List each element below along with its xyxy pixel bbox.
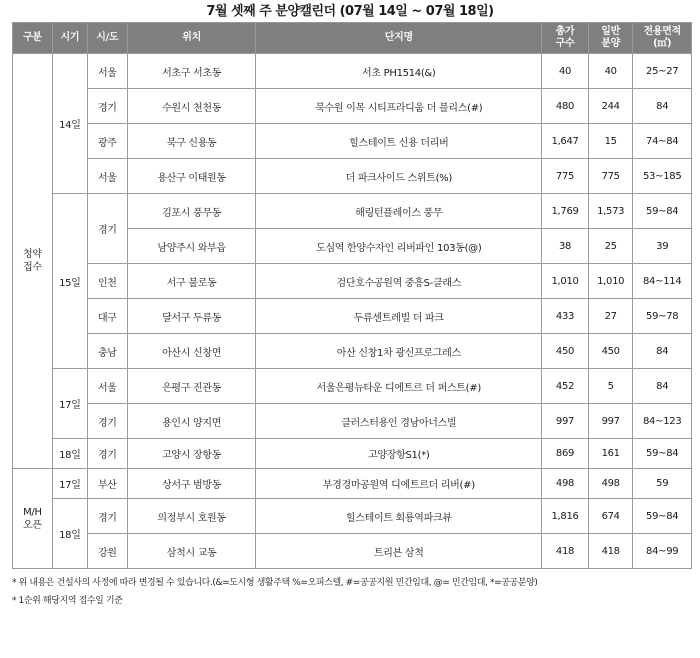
header-area [633,23,692,54]
total-units-cell: 869 [542,439,589,469]
table-row [13,439,692,469]
region-cell: 서울 [87,159,127,194]
table-row [13,54,692,89]
date-cell: 18일 [52,499,87,569]
header-complex: 단지명 [256,23,542,54]
general-units-cell: 25 [588,229,632,264]
location-cell: 서초구 서초동 [127,54,256,89]
region-cell: 대구 [87,299,127,334]
category-cheongyak [13,54,53,469]
total-units-cell: 997 [542,404,589,439]
location-cell: 삼척시 교동 [127,534,256,569]
header-area-line2: (㎡) [653,38,672,49]
table-row [13,194,692,229]
complex-cell: 트리븐 삼척 [256,534,542,569]
complex-cell: 두류센트레빌 더 파크 [256,299,542,334]
complex-cell: 더 파크사이드 스위트(%) [256,159,542,194]
table-row [13,124,692,159]
header-region: 시/도 [87,23,127,54]
total-units-cell: 498 [542,469,589,499]
header-category: 구분 [13,23,53,54]
complex-cell: 클러스터용인 경남아너스빌 [256,404,542,439]
region-cell: 서울 [87,369,127,404]
total-units-cell: 450 [542,334,589,369]
complex-cell: 도심역 한양수자인 리버파인 103동(@) [256,229,542,264]
area-cell: 84 [633,369,692,404]
table-row [13,264,692,299]
date-cell: 17일 [52,469,87,499]
total-units-cell: 775 [542,159,589,194]
general-units-cell: 775 [588,159,632,194]
region-cell: 경기 [87,499,127,534]
table-row [13,369,692,404]
table-row [13,469,692,499]
header-total-units [542,23,589,54]
header-location: 위치 [127,23,256,54]
area-cell: 53~185 [633,159,692,194]
region-cell: 광주 [87,124,127,159]
date-cell: 14일 [52,54,87,194]
area-cell: 59~84 [633,499,692,534]
general-units-cell: 161 [588,439,632,469]
location-cell: 의정부시 호원동 [127,499,256,534]
area-cell: 59~78 [633,299,692,334]
total-units-cell: 1,010 [542,264,589,299]
complex-cell: 검단호수공원역 중흥S-클래스 [256,264,542,299]
total-units-cell: 1,647 [542,124,589,159]
complex-cell: 힐스테이트 회룡역파크뷰 [256,499,542,534]
general-units-cell: 1,573 [588,194,632,229]
region-cell: 경기 [87,404,127,439]
area-cell: 84 [633,334,692,369]
table-row [13,299,692,334]
complex-cell: 북수원 이목 시티프라디움 더 블리스(#) [256,89,542,124]
footnotes [12,574,700,610]
general-units-cell: 450 [588,334,632,369]
region-cell: 인천 [87,264,127,299]
region-cell: 강원 [87,534,127,569]
region-cell: 경기 [87,439,127,469]
table-row [13,334,692,369]
total-units-cell: 40 [542,54,589,89]
header-general-units [588,23,632,54]
area-cell: 59~84 [633,194,692,229]
area-cell: 84~123 [633,404,692,439]
region-cell: 경기 [87,89,127,124]
region-cell: 충남 [87,334,127,369]
footnote-basis: * 1순위 해당지역 접수일 기준 [12,596,123,606]
area-cell: 84 [633,89,692,124]
category-mh-line2: 오픈 [23,519,42,531]
location-cell: 용산구 이태원동 [127,159,256,194]
location-cell: 아산시 신창면 [127,334,256,369]
header-total-line1: 총가 [555,26,575,37]
area-cell: 59 [633,469,692,499]
category-cheongyak-line2: 접수 [23,262,42,273]
general-units-cell: 27 [588,299,632,334]
header-general-line1: 일반 [601,26,621,37]
subscription-calendar-table [12,22,692,569]
table-row [13,89,692,124]
category-model-house [13,469,53,569]
table-row [13,404,692,439]
complex-cell: 힐스테이트 신용 더리버 [256,124,542,159]
general-units-cell: 418 [588,534,632,569]
area-cell: 84~114 [633,264,692,299]
region-cell: 서울 [87,54,127,89]
total-units-cell: 452 [542,369,589,404]
date-cell: 17일 [52,369,87,439]
complex-cell: 해링턴플레이스 풍무 [256,194,542,229]
category-cheongyak-line1: 청약 [23,249,42,260]
total-units-cell: 433 [542,299,589,334]
region-cell: 부산 [87,469,127,499]
category-mh-line1: M/H [23,506,42,518]
total-units-cell: 418 [542,534,589,569]
general-units-cell: 40 [588,54,632,89]
location-cell: 용인시 양지면 [127,404,256,439]
header-period: 시기 [52,23,87,54]
location-cell: 은평구 진관동 [127,369,256,404]
complex-cell: 서울은평뉴타운 디에트르 더 퍼스트(#) [256,369,542,404]
general-units-cell: 674 [588,499,632,534]
area-cell: 74~84 [633,124,692,159]
location-cell: 고양시 장항동 [127,439,256,469]
area-cell: 59~84 [633,439,692,469]
total-units-cell: 1,769 [542,194,589,229]
general-units-cell: 5 [588,369,632,404]
general-units-cell: 244 [588,89,632,124]
complex-cell: 서초 PH1514(&) [256,54,542,89]
complex-cell: 부경경마공원역 디에트르더 리버(#) [256,469,542,499]
area-cell: 84~99 [633,534,692,569]
area-cell: 25~27 [633,54,692,89]
region-cell: 경기 [87,194,127,264]
total-units-cell: 480 [542,89,589,124]
location-cell: 상서구 범방동 [127,469,256,499]
total-units-cell: 1,816 [542,499,589,534]
complex-cell: 고양장항S1(*) [256,439,542,469]
location-cell: 서구 불로동 [127,264,256,299]
date-cell: 15일 [52,194,87,369]
location-cell: 김포시 풍무동 [127,194,256,229]
general-units-cell: 15 [588,124,632,159]
location-cell: 달서구 두류동 [127,299,256,334]
general-units-cell: 1,010 [588,264,632,299]
location-cell: 남양주시 와부읍 [127,229,256,264]
page-title: 7월 셋째 주 분양캘린더 (07월 14일 ~ 07월 18일) [206,4,494,19]
table-row [13,534,692,569]
header-general-line2: 분양 [601,38,621,49]
table-row [13,499,692,534]
table-header-row [13,23,692,54]
complex-cell: 아산 신창1차 광신프로그레스 [256,334,542,369]
date-cell: 18일 [52,439,87,469]
total-units-cell: 38 [542,229,589,264]
footnote-legend: * 위 내용은 건설사의 사정에 따라 변경될 수 있습니다.(&=도시형 생활주택 %=오피스텔, #=공공지원 민간임대, @= 민간임대, *=공공분양) [12,578,538,588]
header-total-line2: 구수 [555,38,575,49]
table-row [13,159,692,194]
area-cell: 39 [633,229,692,264]
location-cell: 수원시 천천동 [127,89,256,124]
general-units-cell: 498 [588,469,632,499]
header-area-line1: 전용면적 [643,26,681,37]
general-units-cell: 997 [588,404,632,439]
location-cell: 북구 신용동 [127,124,256,159]
